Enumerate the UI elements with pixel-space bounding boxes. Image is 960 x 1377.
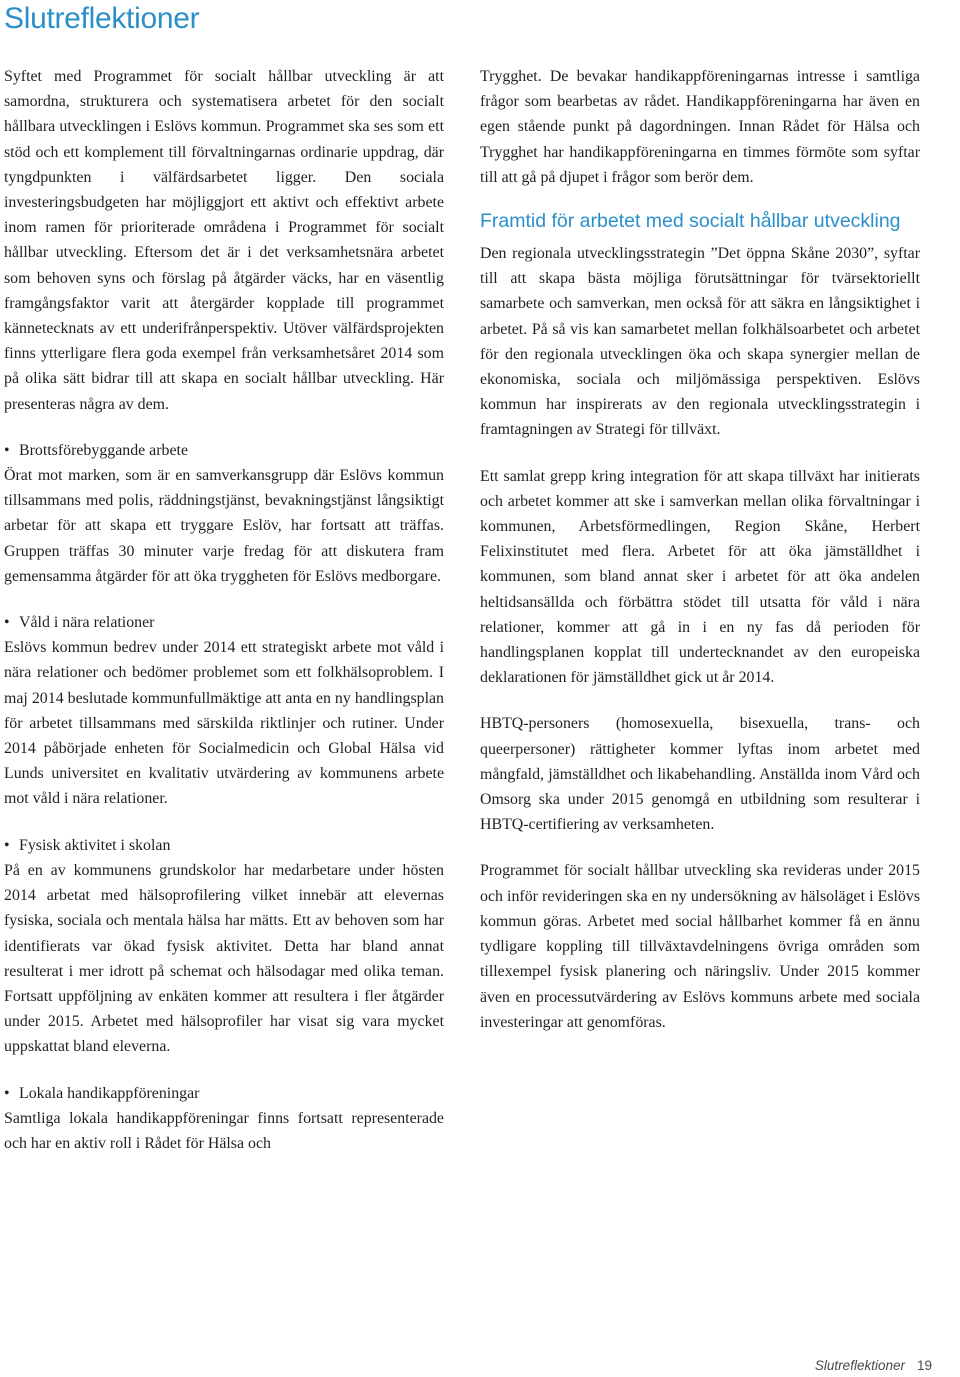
footer-section-label: Slutreflektioner bbox=[814, 1358, 905, 1373]
bullet-icon: • bbox=[4, 441, 10, 459]
section-text-crime-prevention: Örat mot marken, som är en samverkansgrupp där Eslövs kommun tillsammans med polis, räddningstjänst, bevakningstjänst långsiktigt arbetar för att skapa ett tryggare Eslöv, har fortsatt att träffas. Gruppen träffas 30 minuter varje fredag för att diskutera fram gemensamma åtgärder för att öka tryggheten för Eslövs medborgare. bbox=[4, 467, 444, 585]
bullet-icon: • bbox=[4, 614, 10, 632]
section-text-physical-activity: På en av kommunens grundskolor har medarbetare under hösten 2014 arbetat med hälsoprofilering vilket innebär att elevernas fysiska, sociala och mentala hälsa har mätts. Ett av behoven som har identifierats var ökad fysisk aktivitet. Detta har bland annat resulterat i mer idrott på schemat och hälsodagar med olika teman. Fortsatt uppföljning av enkäten kommer att resultera i fler åtgärder under 2015. Arbetet med hälsoprofiler har visat sig vara mycket uppskattat bland eleverna. bbox=[4, 861, 444, 1056]
section-heading-domestic-violence: • Våld i nära relationer bbox=[4, 610, 444, 635]
future-paragraph-2: Ett samlat grepp kring integration för att skapa tillväxt har initierats och arbetet kommer att ske i samverkan mellan olika förvaltningar i kommunen, Arbetsförmedlingen, Region Skåne, Herbert Felixinstitutet med flera. Arbetet för att öka jämställdhet i kommunen, som bland annat sker i arbetet för att öka andelen heltidsansällda och förbättra stödet till utsatta för våld i nära relationer, kommer att gå in i en ny fas då perioden för handlingsplanen kopplat till undertecknandet av den europeiska deklarationen för jämställdhet gick ut år 2014. bbox=[480, 467, 920, 687]
right-column bbox=[480, 64, 920, 1035]
section-heading-physical-activity: • Fysisk aktivitet i skolan bbox=[4, 833, 444, 858]
future-paragraph-4: Programmet för socialt hållbar utveckling ska revideras under 2015 och inför revideringen ska en ny undersökning av hälsoläget i Eslövs kommun göras. Arbetet med social hållbarhet kommer få en ännu tydligare koppling till tillväxtavdelningens övriga områden som tillexempel fysisk planering och näringsliv. Under 2015 kommer även en processutvärdering av Eslövs kommuns arbete med sociala investeringar att genomföras. bbox=[480, 862, 920, 1031]
section-text-domestic-violence: Eslövs kommun bedrev under 2014 ett strategiskt arbete mot våld i nära relationer och bedömer problemet som ett folkhälsoproblem. I maj 2014 beslutade kommunfullmäktige att anta en ny handlingsplan för arbetet tillsammans med särskilda riktlinjer och rutiner. Under 2014 påbörjade enheten för Socialmedicin och Global Hälsa vid Lunds universitet en kvalitativ utvärdering av kommunens arbete mot våld i nära relationer. bbox=[4, 639, 444, 808]
intro-paragraph: Syftet med Programmet för socialt hållbar utveckling är att samordna, strukturera och systematisera arbetet för den socialt hållbara utvecklingen i Eslövs kommun. Programmet ska ses som ett stöd och ett komplement till förvaltningarnas ordinarie uppdrag, där tyngdpunkten i välfärdsarbetet ligger. Den sociala investeringsbudgeten har möjliggjort ett aktivt och effektivt arbete inom ramen för prioriterade områdena i Programmet för socialt hållbar utveckling. Eftersom det är i det verksamhetsnära arbetet som behoven syns och förslag på åtgärder väcks, har en väsentlig framgångsfaktor varit att återgärder kopplade till programmet kännetecknats av ett underifrånperspektiv. Utöver välfärdsprojekten finns ytterligare flera goda exempel från verksamhetsåret 2014 som på olika sätt bidrar till att skapa en socialt hållbar utveckling. Här presenteras några av dem. bbox=[4, 68, 444, 413]
future-paragraph-1: Den regionala utvecklingsstrategin ”Det öppna Skåne 2030”, syftar till att skapa bästa möjliga förutsättningar för tvärsektoriellt samarbete och samverkan, men också för att säkra en långsiktighet i arbetet. På så vis kan samarbetet mellan folkhälsoarbetet och arbetet för den regionala utvecklingen öka och skapa synergier mellan de ekonomiska, sociala och miljömässiga perspektiven. Eslövs kommun har inspirerats av den regionala utvecklingsstrategin i framtagningen av Strategi för tillväxt. bbox=[480, 245, 920, 439]
section-heading-crime-prevention: • Brottsförebyggande arbete bbox=[4, 438, 444, 463]
page-number: 19 bbox=[916, 1358, 932, 1373]
continuation-paragraph: Trygghet. De bevakar handikappföreningarnas intresse i samtliga frågor som bearbetas av rådet. Handikappföreningarna har även en egen stående punkt på dagordningen. Innan Rådet för Hälsa och Trygghet har handikappföreningarna en timmes förmöte som syftar till att gå på djupet i frågor som berör dem. bbox=[480, 68, 920, 186]
section-heading-disability-associations: • Lokala handikappföreningar bbox=[4, 1081, 444, 1106]
bullet-icon: • bbox=[4, 1084, 10, 1102]
left-column bbox=[4, 64, 444, 1156]
section-text-disability-associations: Samtliga lokala handikappföreningar finns fortsatt representerade och har en aktiv roll i Rådet för Hälsa och bbox=[4, 1109, 444, 1152]
future-paragraph-3: HBTQ-personers (homosexuella, bisexuella, trans- och queerpersoner) rättigheter kommer lyftas inom arbetet med mångfald, jämställdhet och likabehandling. Anställda inom Vård och Omsorg ska under 2015 genomgå en utbildning som resulterar i HBTQ-certifiering av verksamheten. bbox=[480, 715, 920, 834]
page-title: Slutreflektioner bbox=[4, 2, 200, 35]
page-footer bbox=[815, 1358, 932, 1373]
future-subheading: Framtid för arbetet med socialt hållbar utveckling bbox=[480, 210, 901, 233]
bullet-icon: • bbox=[4, 836, 10, 854]
